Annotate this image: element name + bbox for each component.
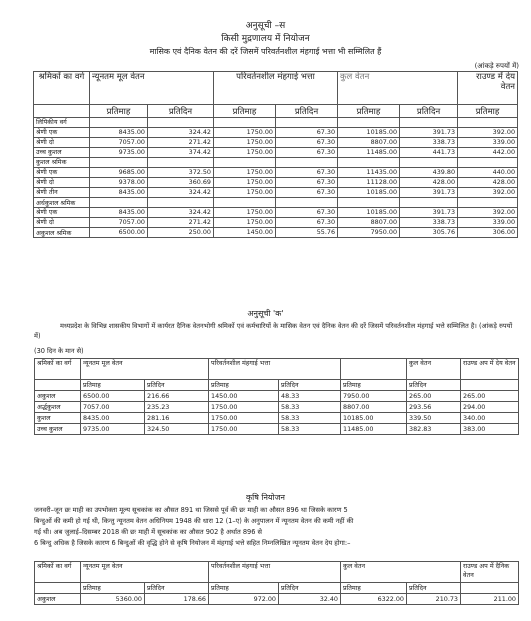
table-cell: 324.42: [148, 208, 214, 218]
category-row: [34, 158, 518, 168]
table-cell: 440.00: [458, 168, 518, 178]
header-variable-da: परिवर्तनशील मंहगाई भत्ता: [214, 72, 338, 105]
table-row: [35, 413, 519, 424]
sub-daily: प्रतिदिन: [400, 105, 458, 118]
agri-header-worker-class: श्रमिकों का वर्ग: [35, 562, 81, 583]
table-cell: 374.42: [148, 148, 214, 158]
sub-daily: प्रतिदिन: [276, 105, 338, 118]
table-cell: 6500.00: [90, 228, 148, 238]
table-row: [35, 594, 519, 605]
table-cell: 67.30: [276, 148, 338, 158]
category-label: कुशल श्रमिक: [34, 158, 90, 168]
k-header-worker-class: श्रमिकों का वर्ग: [35, 359, 81, 380]
table-cell: 339.00: [458, 138, 518, 148]
table-row: [34, 228, 518, 238]
row-class: श्रेणी तीन: [34, 188, 90, 198]
row-class: उच्च कुशल: [34, 148, 90, 158]
agri-paragraph-line-3: गई थी। अब जुलाई–दिसम्बर 2018 की छः माही में सूचकांक का औसत 902 है अर्थात 896 से: [34, 528, 262, 536]
table-cell: 7057.00: [90, 218, 148, 228]
table-row: [34, 138, 518, 148]
agri-row-class: अकुशल: [35, 594, 81, 605]
table-row: [34, 208, 518, 218]
table-cell: 8807.00: [338, 138, 400, 148]
sub-monthly: प्रतिमाह: [214, 105, 276, 118]
table-cell: 48.33: [279, 391, 341, 402]
agri-sub-daily: प्रतिदिन: [279, 583, 341, 594]
row-class: अर्द्धकुशल: [35, 402, 81, 413]
table-cell: 58.33: [279, 424, 341, 435]
table-cell: 339.50: [407, 413, 461, 424]
table-cell: 67.30: [276, 208, 338, 218]
table-cell: 10185.00: [338, 208, 400, 218]
table-cell: 441.73: [400, 148, 458, 158]
table-cell: 1450.00: [209, 391, 279, 402]
k-sub-monthly: प्रतिमाह: [341, 380, 407, 391]
table-cell: 250.00: [148, 228, 214, 238]
table-cell: 10185.00: [341, 413, 407, 424]
row-class: श्रेणी दो: [34, 218, 90, 228]
agri-paragraph-line-4: 6 बिन्दु अधिक है जिसके कारण 6 बिन्दुओं की वृद्धि होने से कृषि नियोजन में मंहगाई भत्ते सहित निम्नलिखित न्यूनतम वेतन देय होगा:–: [34, 539, 351, 547]
row-class: श्रेणी एक: [34, 168, 90, 178]
header-min-basic: न्यूनतम मूल वेतन: [90, 72, 214, 105]
table-cell: 10185.00: [338, 128, 400, 138]
table-cell: 382.83: [407, 424, 461, 435]
schedule-s-title: अनुसूची –स: [245, 21, 286, 31]
k-header-variable-da: परिवर्तनशील मंहगाई भत्ता: [209, 359, 341, 380]
table-cell: 392.00: [458, 128, 518, 138]
agri-header-min-basic: न्यूनतम मूल वेतन: [81, 562, 209, 583]
table-cell: 11128.00: [338, 178, 400, 188]
k-sub-monthly: प्रतिमाह: [209, 380, 279, 391]
table-cell: 265.00: [461, 391, 519, 402]
agri-paragraph-line-2: बिन्दुओं की कमी हो गई थी, किन्तु न्यूनतम वेतन अधिनियम 1948 की धारा 12 (1–ए) के अनुपालन में न्यूनतम वेतन की कमी नहीं की: [34, 517, 354, 525]
table-cell: 1750.00: [214, 188, 276, 198]
sub-monthly: प्रतिमाह: [90, 105, 148, 118]
table-row: [35, 402, 519, 413]
table-cell: 442.00: [458, 148, 518, 158]
table-cell: 1750.00: [209, 413, 279, 424]
table-cell: 67.30: [276, 178, 338, 188]
table-cell: 1750.00: [214, 138, 276, 148]
table-cell: 9378.00: [90, 178, 148, 188]
k-sub-daily: प्रतिदिन: [279, 380, 341, 391]
agri-header-total-wage: कुल वेतन: [341, 562, 461, 583]
agri-sub-monthly: प्रतिमाह: [209, 583, 279, 594]
sub-monthly: प्रतिमाह: [458, 105, 518, 118]
table-row: [34, 178, 518, 188]
table-cell: 67.30: [276, 188, 338, 198]
table-cell: 11435.00: [338, 168, 400, 178]
table-row: [35, 424, 519, 435]
table-row: [34, 188, 518, 198]
schedule-s-unit: (आंकड़े रुपयों में): [474, 62, 519, 70]
k-sub-daily: प्रतिदिन: [145, 380, 209, 391]
table-cell: 305.76: [400, 228, 458, 238]
table-cell: 8807.00: [338, 218, 400, 228]
category-label: लिपिकीय वर्ग: [34, 118, 90, 128]
sub-monthly: प्रतिमाह: [338, 105, 400, 118]
k-sub-daily: प्रतिदिन: [407, 380, 461, 391]
header-worker-class: श्रमिकों का वर्ग: [34, 72, 90, 105]
table-cell: 7057.00: [90, 138, 148, 148]
table-cell: 1750.00: [214, 148, 276, 158]
table-cell: 9685.00: [90, 168, 148, 178]
agri-sub-daily: प्रतिदिन: [145, 583, 209, 594]
table-cell: 8807.00: [341, 402, 407, 413]
table-cell: 339.00: [458, 218, 518, 228]
table-row: [34, 168, 518, 178]
table-row: [34, 218, 518, 228]
table-cell: 271.42: [148, 138, 214, 148]
table-cell: 324.50: [145, 424, 209, 435]
table-cell: 439.80: [400, 168, 458, 178]
table-cell: 324.42: [148, 188, 214, 198]
table-cell: 294.00: [461, 402, 519, 413]
sub-daily: प्रतिदिन: [148, 105, 214, 118]
table-cell: 7950.00: [341, 391, 407, 402]
k-sub-monthly: प्रतिमाह: [81, 380, 145, 391]
table-cell: 9735.00: [90, 148, 148, 158]
table-cell: 8435.00: [90, 188, 148, 198]
agri-sub-monthly: प्रतिमाह: [81, 583, 145, 594]
table-cell: 1750.00: [209, 424, 279, 435]
table-cell: 1750.00: [214, 218, 276, 228]
header-total-wage: कुल वेतन: [338, 72, 458, 105]
schedule-k-table: [34, 358, 519, 435]
row-class: श्रेणी दो: [34, 138, 90, 148]
row-class: श्रेणी एक: [34, 208, 90, 218]
table-row: [34, 128, 518, 138]
table-row: [34, 148, 518, 158]
table-cell: 11485.00: [341, 424, 407, 435]
table-cell: 8435.00: [90, 208, 148, 218]
agri-cell: 972.00: [209, 594, 279, 605]
schedule-s-table: [33, 71, 518, 238]
agri-cell: 211.00: [461, 594, 519, 605]
table-cell: 383.00: [461, 424, 519, 435]
table-cell: 11485.00: [338, 148, 400, 158]
table-cell: 235.23: [145, 402, 209, 413]
table-cell: 1450.00: [214, 228, 276, 238]
table-cell: 340.00: [461, 413, 519, 424]
table-cell: 392.00: [458, 208, 518, 218]
category-row: [34, 118, 518, 128]
table-cell: 360.69: [148, 178, 214, 188]
k-header-round-wage: राउण्ड अप में देय वेतन: [461, 359, 519, 380]
table-cell: 392.00: [458, 188, 518, 198]
table-cell: 281.16: [145, 413, 209, 424]
table-cell: 306.00: [458, 228, 518, 238]
table-cell: 391.73: [400, 208, 458, 218]
schedule-s-subtitle: किसी मुद्रणालय में नियोजन: [221, 34, 310, 44]
table-cell: 6500.00: [81, 391, 145, 402]
row-class: अकुशल श्रमिक: [34, 228, 90, 238]
table-cell: 8435.00: [90, 128, 148, 138]
table-cell: 265.00: [407, 391, 461, 402]
table-cell: 67.30: [276, 138, 338, 148]
table-cell: 271.42: [148, 218, 214, 228]
agri-table: [34, 561, 519, 605]
row-class: अकुशल: [35, 391, 81, 402]
row-class: कुशल: [35, 413, 81, 424]
schedule-k-title: अनुसूची 'क': [247, 309, 284, 318]
agri-title: कृषि नियोजन: [246, 493, 285, 502]
table-cell: 8435.00: [81, 413, 145, 424]
agri-sub-daily: प्रतिदिन: [407, 583, 461, 594]
table-cell: 7950.00: [338, 228, 400, 238]
agri-cell: 6322.00: [341, 594, 407, 605]
table-cell: 428.00: [400, 178, 458, 188]
agri-header-round-wage: राउण्ड अप में दैनिक वेतन: [461, 562, 519, 583]
table-cell: 9735.00: [81, 424, 145, 435]
agri-sub-monthly: प्रतिमाह: [341, 583, 407, 594]
schedule-s-description: मासिक एवं दैनिक वेतन की दरें जिसमें परिवर्तनशील मंहगाई भत्ता भी सम्मिलित हैं: [149, 47, 382, 56]
agri-cell: 32.40: [279, 594, 341, 605]
table-cell: 55.76: [276, 228, 338, 238]
table-cell: 58.33: [279, 413, 341, 424]
table-cell: 1750.00: [214, 128, 276, 138]
table-cell: 1750.00: [214, 208, 276, 218]
table-cell: 372.50: [148, 168, 214, 178]
table-cell: 1750.00: [214, 178, 276, 188]
agri-header-variable-da: परिवर्तनशील मंहगाई भत्ता: [209, 562, 341, 583]
table-cell: 428.00: [458, 178, 518, 188]
agri-paragraph-line-1: जनवरी–जून छः माही का उपभोक्ता मूल्य सूचकांक का औसत 891 था जिससे पूर्व की छः माही का औसत 896 था जिसके कारण 5: [34, 506, 348, 514]
table-cell: 10185.00: [338, 188, 400, 198]
k-header-min-basic: न्यूनतम मूल वेतन: [81, 359, 209, 380]
table-cell: 391.73: [400, 188, 458, 198]
table-cell: 7057.00: [81, 402, 145, 413]
table-cell: 67.30: [276, 128, 338, 138]
agri-cell: 210.73: [407, 594, 461, 605]
table-cell: 1750.00: [214, 168, 276, 178]
header-round-wage: राउण्ड में देय वेतन: [458, 72, 518, 105]
category-label: अर्धकुशल श्रमिक: [34, 198, 90, 208]
table-cell: 216.66: [145, 391, 209, 402]
row-class: श्रेणी दो: [34, 178, 90, 188]
table-cell: 324.42: [148, 128, 214, 138]
table-cell: 58.33: [279, 402, 341, 413]
table-cell: 338.73: [400, 138, 458, 148]
schedule-k-note: (30 दिन के मान से): [34, 347, 84, 355]
k-header-total-wage: कुल वेतन: [407, 359, 461, 380]
row-class: उच्च कुशल: [35, 424, 81, 435]
row-class: श्रेणी एक: [34, 128, 90, 138]
table-cell: 338.73: [400, 218, 458, 228]
table-cell: 391.73: [400, 128, 458, 138]
agri-cell: 5360.00: [81, 594, 145, 605]
schedule-k-paragraph: मध्यप्रदेश के विभिन्न शासकीय विभागों में कार्यरत दैनिक वेतनभोगी श्रमिकों एवं कर्मचारियों के मासिक वेतन एवं दैनिक वेतन की दरें जिसमें परिवर्तनशील मंहगाई भत्ते सम्मिलित है। (आंकड़े रुपयों में): [34, 322, 513, 340]
table-cell: 293.56: [407, 402, 461, 413]
table-row: [35, 391, 519, 402]
table-cell: 1750.00: [209, 402, 279, 413]
agri-cell: 178.66: [145, 594, 209, 605]
table-cell: 67.30: [276, 218, 338, 228]
table-cell: 67.30: [276, 168, 338, 178]
category-row: [34, 198, 518, 208]
